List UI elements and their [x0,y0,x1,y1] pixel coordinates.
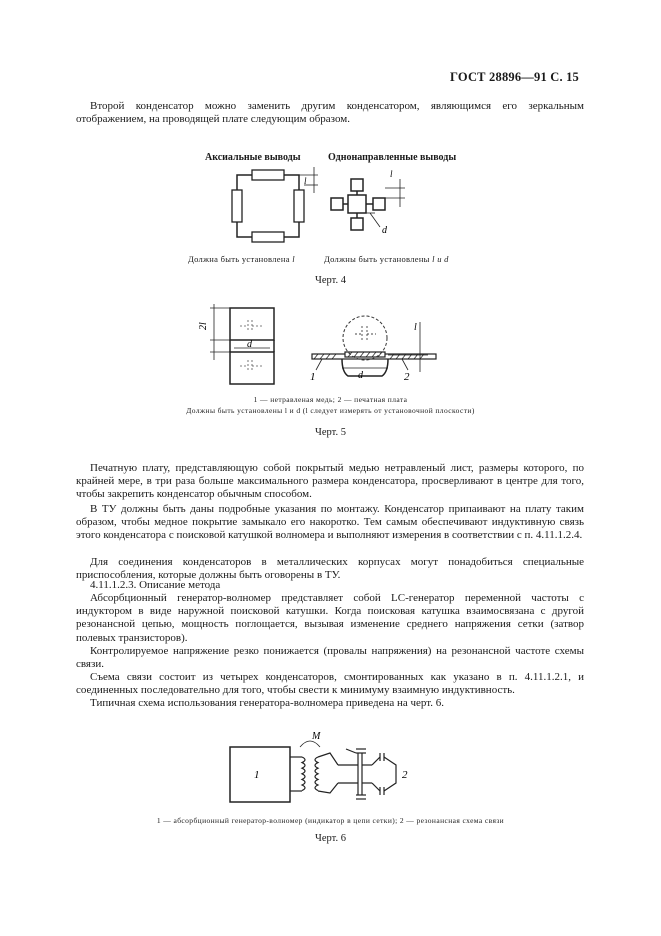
paragraph-2: В ТУ должны быть даны подробные указания по монтажу. Конденсатор припаивают на плату таким образом, чтобы медное покрытие замыкало его накоротко. Тем самым обеспечивают индуктивную связь этого конденсатора с поисковой катушкой волномера и выполняют измерения в соответствии с п. 4.11.1.2.4. [76,503,584,542]
fig4-label: Черт. 4 [315,275,346,286]
fig5-sym-l: l [414,322,417,333]
fig4-caption-uni: Должны быть установлены l и d [324,254,449,264]
fig5-num-2: 2 [404,371,410,383]
fig4-sym-d: d [382,225,387,236]
intro-paragraph: Второй конденсатор можно заменить другим конденсатором, являющимся его зеркальным отображением, на проводящей плате следующим образом. [76,100,584,126]
fig4-sym-l-axial: l [304,176,307,186]
fig5-sym-d-right: d [358,370,363,381]
fig4-title-uni: Однонаправленные выводы [328,152,457,163]
fig6-num-1: 1 [254,769,260,781]
fig6-caption: 1 — абсорбционный генератор-волномер (индикатор в цепи сетки); 2 — резонансная схема связи [156,816,505,825]
fig6-coil-left [302,757,305,791]
fig5-sym-d-left: d [247,339,252,350]
fig4-axial-cap-bottom [252,232,284,242]
fig5-label: Черт. 5 [315,427,346,438]
paragraph-3: Для соединения конденсаторов в металлических корпусах могут понадобиться специальные приспособления, которые должны быть оговорены в ТУ. [76,556,584,582]
fig5-sym-2l: 2l [198,322,209,330]
fig5-legend-2: Должны быть установлены l и d (l следует измерять от установочной плоскости) [186,406,475,415]
fig4-title-axial: Аксиальные выводы [205,152,301,163]
paragraph-7: Типичная схема использования генератора-волномера приведена на черт. 6. [90,697,444,709]
fig5-legend-1: 1 — нетравленая медь; 2 — печатная плата [253,395,408,404]
fig4-axial-cap-left [232,190,242,222]
page-header: ГОСТ 28896—91 С. 15 [450,70,579,84]
fig6-sym-M: M [312,731,321,742]
section-heading: 4.11.1.2.3. Описание метода [90,579,221,591]
fig4-axial-cap-right [294,190,304,222]
fig6-label: Черт. 6 [315,833,346,844]
fig4-caption-axial: Должна быть установлена l [188,254,295,264]
fig6-drawing [220,725,440,810]
fig4-axial-cap-top [252,170,284,180]
fig4-sym-l-uni: l [390,169,393,179]
paragraph-4: Абсорбционный генератор-волномер представляет собой LC-генератор переменной частоты с индуктором в виде наружной поисковой катушки. Когда поисковая катушка взаимосвязана с другой резонансной цепью, мощность поглощается, вызывая изменение среднего напряжения сетки (затвор полевых транзисторов). [76,592,584,644]
paragraph-5: Контролируемое напряжение резко понижается (провалы напряжения) на резонансной частоте схемы связи. [76,645,584,671]
fig5-drawing [190,300,450,395]
paragraph-1: Печатную плату, представляющую собой покрытый медью нетравленый лист, размеры которого, по крайней мере, в три раза больше максимального размера конденсатора, просверливают в центре для того, чтобы закрепить конденсатор обычным способом. [76,462,584,501]
fig6-generator-box [230,747,290,802]
fig4-drawing [200,165,480,255]
fig5-num-1: 1 [310,371,316,383]
fig4-axial-frame [237,175,299,237]
fig6-num-2: 2 [402,769,408,781]
paragraph-6: Съема связи состоит из четырех конденсаторов, смонтированных как указано в п. 4.11.1.2.1, и соединенных последовательно для того, чтобы свести к минимуму взаимную индуктивность. [76,671,584,697]
fig6-coil-right [315,757,318,791]
